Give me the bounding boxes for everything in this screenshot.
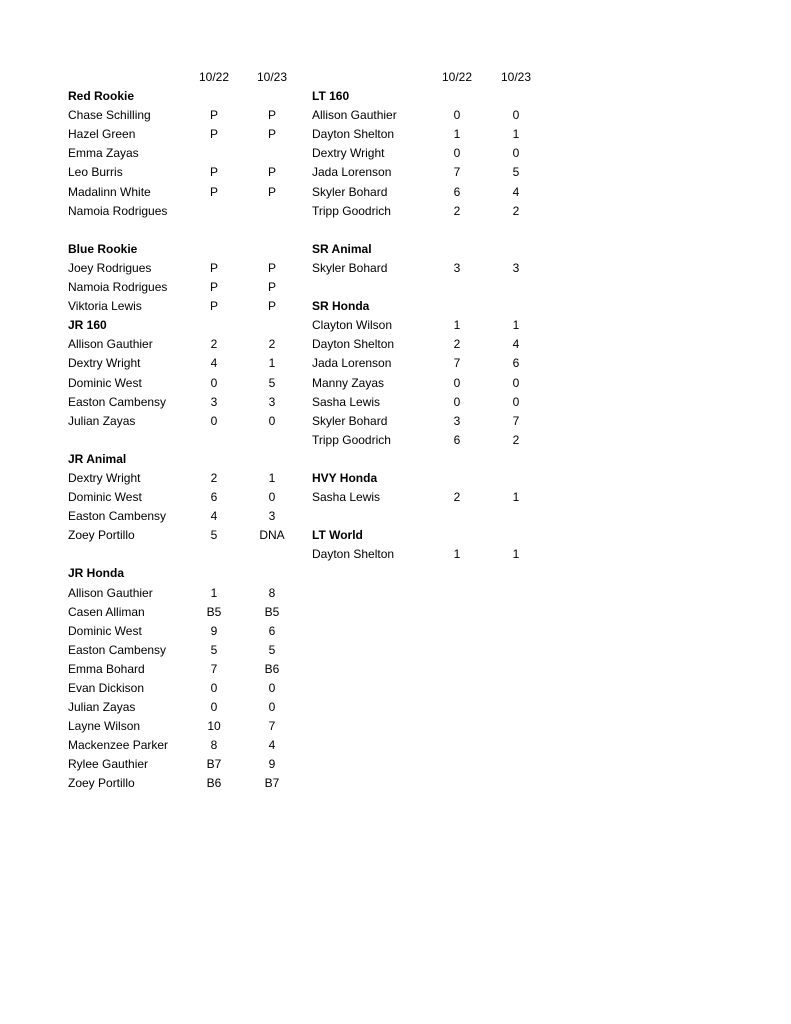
result-day-2: 3 — [268, 394, 276, 409]
result-day-2: 5 — [268, 642, 276, 657]
rider-name: Dominic West — [68, 375, 142, 390]
result-day-1: 6 — [453, 184, 461, 199]
result-day-2: B6 — [264, 661, 280, 676]
class-title: LT World — [312, 528, 363, 543]
class-title: Red Rookie — [68, 89, 135, 104]
rider-name: Mackenzee Parker — [68, 738, 169, 753]
rider-name: Jada Lorenson — [312, 356, 392, 371]
result-day-1: P — [209, 108, 218, 123]
result-day-1: 0 — [453, 394, 461, 409]
result-day-2: 3 — [268, 509, 276, 524]
result-day-1: 2 — [453, 337, 461, 352]
result-day-1: 7 — [210, 661, 218, 676]
rider-name: Sasha Lewis — [312, 394, 381, 409]
result-day-2: P — [267, 280, 276, 295]
rider-name: Dominic West — [68, 490, 142, 505]
rider-name: Casen Alliman — [68, 604, 145, 619]
result-day-1: B7 — [206, 757, 222, 772]
class-title: Blue Rookie — [68, 241, 138, 256]
result-day-1: 2 — [453, 490, 461, 505]
result-day-1: 3 — [210, 394, 218, 409]
result-day-2: 0 — [512, 394, 520, 409]
result-day-1: 3 — [453, 413, 461, 428]
result-day-2: 7 — [512, 413, 520, 428]
rider-name: Easton Cambensy — [68, 509, 167, 524]
rider-name: Tripp Goodrich — [312, 203, 391, 218]
rider-name: Chase Schilling — [68, 108, 151, 123]
result-day-1: 1 — [210, 585, 218, 600]
rider-name: Skyler Bohard — [312, 260, 388, 275]
result-day-2: 7 — [268, 719, 276, 734]
result-day-2: P — [267, 260, 276, 275]
rider-name: Sasha Lewis — [312, 490, 381, 505]
rider-name: Easton Cambensy — [68, 642, 167, 657]
rider-name: Manny Zayas — [312, 375, 385, 390]
result-day-2: 5 — [512, 165, 520, 180]
result-day-1: 0 — [453, 108, 461, 123]
result-day-2: 8 — [268, 585, 276, 600]
result-day-1: 4 — [210, 356, 218, 371]
rider-name: Namoia Rodrigues — [68, 280, 168, 295]
rider-name: Easton Cambensy — [68, 394, 167, 409]
result-day-1: P — [209, 184, 218, 199]
result-day-2: 2 — [512, 203, 520, 218]
date-header-2: 10/23 — [500, 70, 532, 84]
result-day-1: 2 — [210, 470, 218, 485]
result-day-2: 2 — [268, 337, 276, 352]
result-day-1: 2 — [210, 337, 218, 352]
class-title: SR Animal — [312, 241, 372, 256]
result-day-1: B6 — [206, 776, 222, 791]
rider-name: Clayton Wilson — [312, 318, 393, 333]
result-day-1: 9 — [210, 623, 218, 638]
result-day-2: P — [267, 184, 276, 199]
rider-name: Evan Dickison — [68, 681, 145, 695]
date-header-1: 10/22 — [198, 70, 230, 84]
rider-name: Madalinn White — [68, 184, 151, 199]
result-day-2: 0 — [512, 108, 520, 123]
result-day-1: 5 — [210, 528, 218, 543]
class-title: JR Animal — [68, 451, 127, 466]
rider-name: Zoey Portillo — [68, 528, 135, 543]
rider-name: Dextry Wright — [312, 146, 385, 161]
result-day-1: 10 — [207, 719, 221, 734]
result-day-2: P — [267, 108, 276, 123]
result-day-1: 8 — [210, 738, 218, 753]
class-title: JR Honda — [68, 566, 125, 581]
result-day-1: 1 — [453, 318, 461, 333]
result-day-1: P — [209, 299, 218, 314]
rider-name: Layne Wilson — [68, 719, 141, 734]
rider-name: Hazel Green — [68, 127, 136, 142]
result-day-2: 0 — [512, 375, 520, 390]
rider-name: Emma Bohard — [68, 661, 145, 676]
class-title: SR Honda — [312, 299, 370, 314]
result-day-1: 7 — [453, 165, 461, 180]
rider-name: Skyler Bohard — [312, 413, 388, 428]
date-header-2: 10/23 — [256, 70, 288, 84]
result-day-2: 3 — [512, 260, 520, 275]
result-day-2: B7 — [264, 776, 280, 791]
result-day-2: 0 — [268, 700, 276, 715]
rider-name: Emma Zayas — [68, 146, 139, 161]
result-day-2: 5 — [268, 375, 276, 390]
class-title: HVY Honda — [312, 470, 378, 485]
result-day-1: 0 — [210, 681, 218, 695]
rider-name: Dayton Shelton — [312, 547, 395, 562]
result-day-1: 5 — [210, 642, 218, 657]
rider-name: Dayton Shelton — [312, 127, 395, 142]
rider-name: Jada Lorenson — [312, 165, 392, 180]
rider-name: Rylee Gauthier — [68, 757, 149, 772]
result-day-2: 0 — [512, 146, 520, 161]
rider-name: Julian Zayas — [68, 700, 136, 715]
result-day-1: 6 — [210, 490, 218, 505]
result-day-2: 1 — [268, 470, 276, 485]
result-day-1: 1 — [453, 547, 461, 562]
class-title: JR 160 — [68, 318, 107, 333]
date-header-1: 10/22 — [441, 70, 473, 84]
rider-name: Allison Gauthier — [68, 337, 153, 352]
result-day-2: 1 — [512, 490, 520, 505]
rider-name: Viktoria Lewis — [68, 299, 142, 314]
result-day-2: 2 — [512, 432, 520, 447]
result-day-2: 4 — [268, 738, 276, 753]
rider-name: Joey Rodrigues — [68, 260, 152, 275]
result-day-1: B5 — [206, 604, 222, 619]
result-day-1: P — [209, 280, 218, 295]
result-day-2: P — [267, 299, 276, 314]
result-day-1: 0 — [210, 413, 218, 428]
result-day-2: DNA — [259, 528, 285, 543]
result-day-2: 0 — [268, 490, 276, 505]
result-day-2: P — [267, 165, 276, 180]
result-day-1: 0 — [453, 375, 461, 390]
rider-name: Tripp Goodrich — [312, 432, 391, 447]
result-day-1: 1 — [453, 127, 461, 142]
rider-name: Namoia Rodrigues — [68, 203, 168, 218]
result-day-1: 2 — [453, 203, 461, 218]
result-day-2: 6 — [512, 356, 520, 371]
rider-name: Dextry Wright — [68, 356, 141, 371]
result-day-2: 1 — [512, 547, 520, 562]
result-day-1: P — [209, 127, 218, 142]
rider-name: Julian Zayas — [68, 413, 136, 428]
result-day-2: 4 — [512, 337, 520, 352]
result-day-2: 1 — [268, 356, 276, 371]
rider-name: Zoey Portillo — [68, 776, 135, 791]
result-day-1: 0 — [210, 375, 218, 390]
result-day-1: P — [209, 260, 218, 275]
rider-name: Dominic West — [68, 623, 142, 638]
rider-name: Skyler Bohard — [312, 184, 388, 199]
result-day-1: 6 — [453, 432, 461, 447]
rider-name: Dextry Wright — [68, 470, 141, 485]
result-day-2: P — [267, 127, 276, 142]
result-day-2: 6 — [268, 623, 276, 638]
result-day-2: 0 — [268, 681, 276, 695]
rider-name: Allison Gauthier — [68, 585, 153, 600]
result-day-1: P — [209, 165, 218, 180]
result-day-2: 1 — [512, 127, 520, 142]
result-day-1: 4 — [210, 509, 218, 524]
result-day-2: 1 — [512, 318, 520, 333]
result-day-2: 9 — [268, 757, 276, 772]
result-day-1: 3 — [453, 260, 461, 275]
result-day-1: 0 — [453, 146, 461, 161]
result-day-2: 0 — [268, 413, 276, 428]
rider-name: Dayton Shelton — [312, 337, 395, 352]
result-day-2: 4 — [512, 184, 520, 199]
class-title: LT 160 — [312, 89, 350, 104]
rider-name: Leo Burris — [68, 165, 123, 180]
rider-name: Allison Gauthier — [312, 108, 397, 123]
result-day-1: 0 — [210, 700, 218, 715]
result-day-1: 7 — [453, 356, 461, 371]
result-day-2: B5 — [264, 604, 280, 619]
